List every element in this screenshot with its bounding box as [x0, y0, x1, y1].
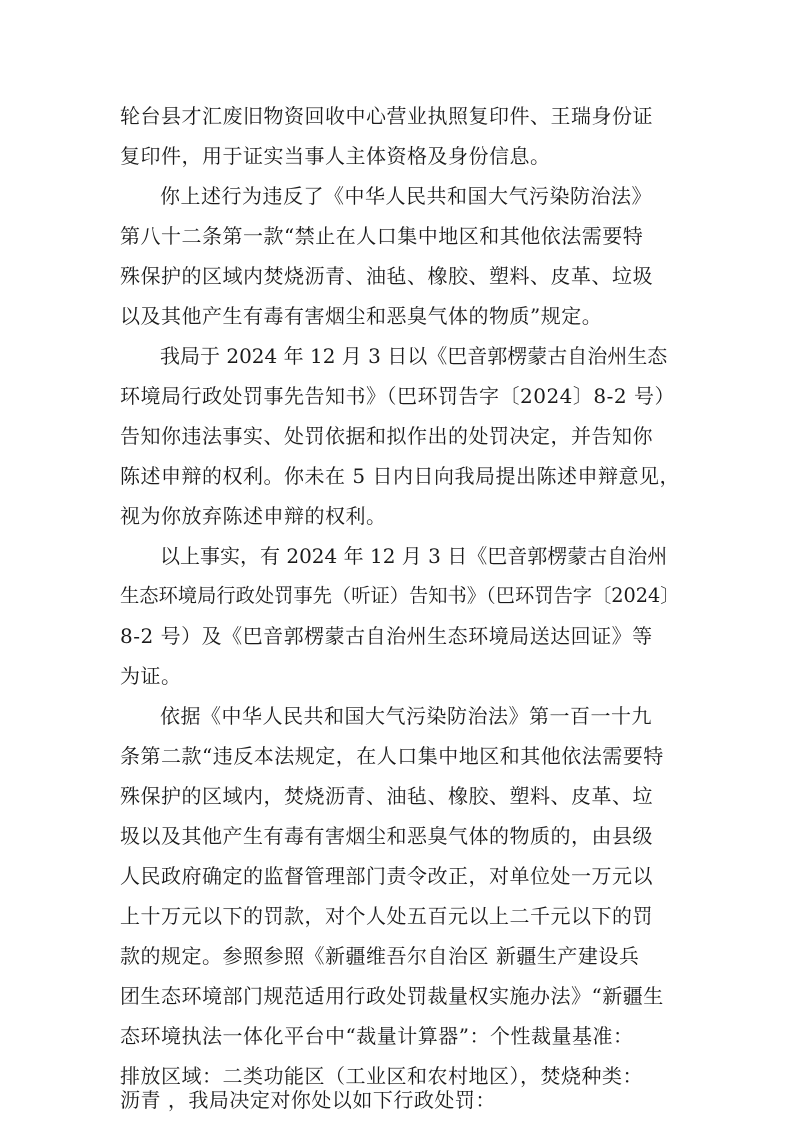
body-text-line: 殊保护的区域内焚烧沥青、油毡、橡胶、塑料、皮革、垃圾: [120, 264, 653, 288]
body-text-line: 以及其他产生有毒有害烟尘和恶臭气体的物质”规定。: [120, 304, 603, 328]
body-text-line: 告知你违法事实、处罚依据和拟作出的处罚决定，并告知你: [120, 424, 653, 448]
body-text-line: 沥青 ，我局决定对你处以如下行政处罚：: [120, 1088, 496, 1112]
body-text-line: 陈述申辩的权利。你未在 5 日内日向我局提出陈述申辩意见，: [120, 464, 680, 488]
body-text-line: 排放区域：二类功能区（工业区和农村地区），焚烧种类：: [120, 1064, 643, 1088]
paragraph-first-line: 我局于 2024 年 12 月 3 日以《巴音郭楞蒙古自治州生态: [160, 344, 668, 368]
body-text-line: 视为你放弃陈述申辩的权利。: [120, 504, 387, 528]
paragraph-first-line: 以上事实，有 2024 年 12 月 3 日《巴音郭楞蒙古自治州: [160, 544, 668, 568]
body-text-line: 8-2 号）及《巴音郭楞蒙古自治州生态环境局送达回证》等: [120, 624, 653, 648]
paragraph-first-line: 依据《中华人民共和国大气污染防治法》第一百一十九: [160, 704, 652, 728]
body-text-line: 生态环境局行政处罚事先（听证）告知书》（巴环罚告字〔2024〕: [120, 584, 680, 607]
body-text-line: 条第二款“违反本法规定，在人口集中地区和其他依法需要特: [120, 744, 664, 768]
body-text-line: 殊保护的区域内，焚烧沥青、油毡、橡胶、塑料、皮革、垃: [120, 784, 653, 808]
body-text-line: 复印件，用于证实当事人主体资格及身份信息。: [120, 144, 551, 168]
paragraph-first-line: 你上述行为违反了《中华人民共和国大气污染防治法》: [160, 184, 652, 208]
body-text-line: 第八十二条第一款“禁止在人口集中地区和其他依法需要特: [120, 224, 644, 248]
body-text-line: 款的规定。参照参照《新疆维吾尔自治区 新疆生产建设兵: [120, 944, 640, 968]
body-text-line: 轮台县才汇废旧物资回收中心营业执照复印件、王瑞身份证: [120, 104, 653, 128]
body-text-line: 团生态环境部门规范适用行政处罚裁量权实施办法》“新疆生: [120, 984, 664, 1008]
body-text-line: 上十万元以下的罚款，对个人处五百元以上二千元以下的罚: [120, 904, 653, 928]
body-text-line: 为证。: [120, 664, 182, 688]
body-text-line: 人民政府确定的监督管理部门责令改正，对单位处一万元以: [120, 864, 653, 888]
body-text-line: 态环境执法一体化平台中“裁量计算器”：个性裁量基准：: [120, 1024, 634, 1048]
body-text-line: 圾以及其他产生有毒有害烟尘和恶臭气体的物质的，由县级: [120, 824, 653, 848]
body-text-line: 环境局行政处罚事先告知书》（巴环罚告字〔2024〕8-2 号）: [120, 384, 675, 408]
